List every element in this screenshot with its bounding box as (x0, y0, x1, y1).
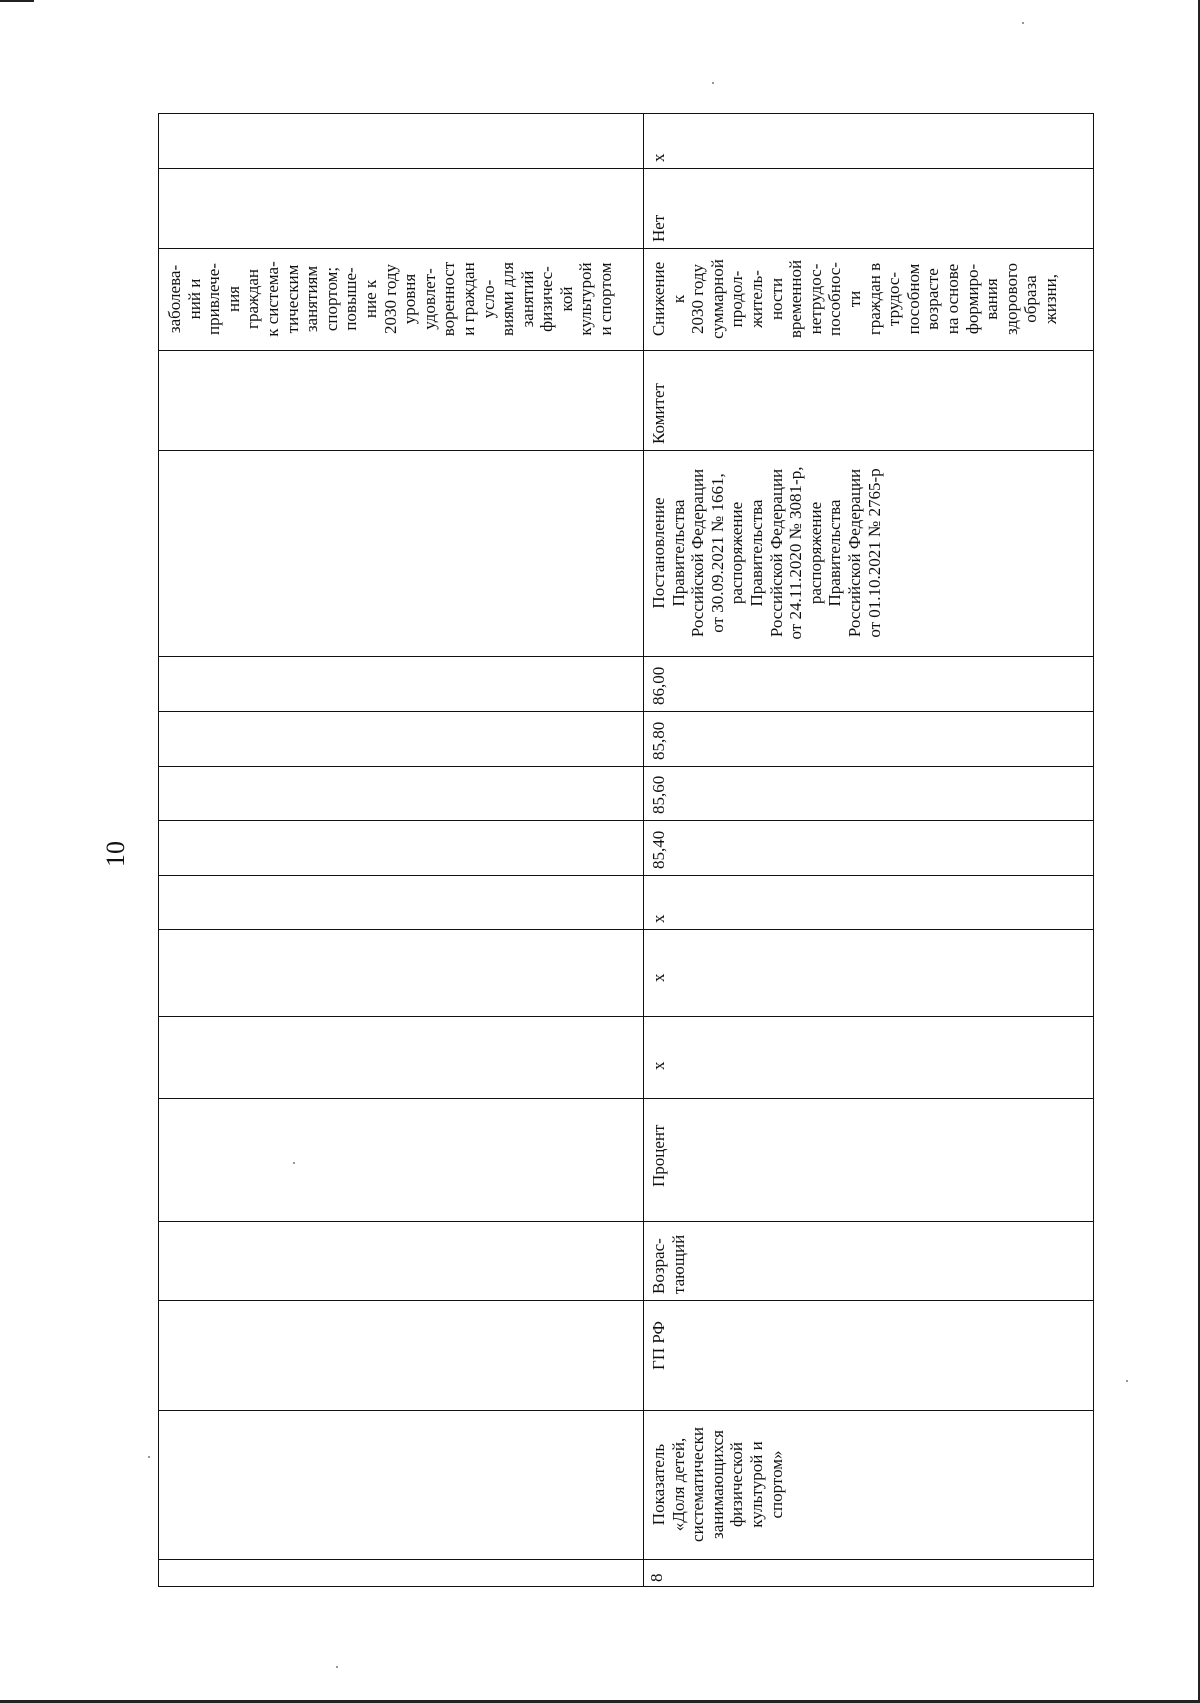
scan-edge-top (0, 0, 34, 2)
prev-row-results-text: заболева- ний и привлече- ния граждан к система- тическим занятиям спортом; повыше- ние к 2030 году уровня удовлет- воренност и граждан усло- виями для занятий физичес- кой культурой и спортом (165, 261, 616, 337)
info-system-cell (643, 168, 1095, 248)
prev-row-results-cell (159, 248, 643, 350)
value-2025-cell (643, 766, 1095, 820)
results-cell (643, 248, 1095, 350)
scan-speck (1022, 22, 1024, 24)
trend-cell (643, 1221, 1095, 1300)
value-2024: 85,40 (649, 830, 668, 869)
value-2026-cell (643, 711, 1095, 766)
responsible-value: Комитет (649, 383, 668, 444)
level-cell (643, 1300, 1095, 1410)
value-2030-cell (643, 656, 1095, 711)
scan-speck (293, 1162, 295, 1164)
row-last-cell (643, 114, 1095, 168)
base1-value: х (649, 1061, 668, 1070)
info-system-value: Нет (649, 214, 668, 242)
base3-cell (643, 875, 1095, 929)
value-2025: 85,60 (649, 775, 668, 814)
document-text: Постановление Правительства Российской Федерации от 30.09.2021 № 1661, распоряжение Правительства Российской Федерации от 24.11.2020 № 3081-р, распоряжение Правительства Российской Федерации от 01.10.2021 № 2765-р (649, 466, 884, 640)
results-text: Снижение к 2030 году суммарной продол- житель- ности временной нетрудос- пособнос- ти граждан в трудос- пособном возрасте на основе формиро- вания здорового образа жизни, (649, 259, 1060, 339)
value-2024-cell (643, 820, 1095, 875)
base2-cell (643, 929, 1095, 1016)
responsible-cell (643, 350, 1095, 450)
level-value: ГП РФ (649, 1321, 668, 1370)
row-number-cell (643, 1559, 1095, 1588)
value-2030: 86,00 (649, 666, 668, 705)
row-last-value: х (649, 153, 668, 162)
base1-cell (643, 1016, 1095, 1098)
scan-speck (1126, 1380, 1128, 1382)
indicator-cell (643, 1410, 1095, 1559)
scan-speck (336, 1666, 338, 1668)
indicator-table (158, 113, 1094, 1587)
unit-value: Процент (649, 1124, 668, 1187)
base2-value: х (649, 973, 668, 982)
row-number: 8 (647, 1573, 666, 1582)
unit-cell (643, 1098, 1095, 1221)
scan-speck (712, 82, 714, 84)
base3-value: х (649, 914, 668, 923)
value-2026: 85,80 (649, 721, 668, 760)
document-cell (643, 450, 1095, 656)
page-number: 10 (101, 841, 130, 867)
indicator-text: Показатель «Доля детей, систематически занимающихся физической культурой и спортом» (649, 1427, 786, 1542)
trend-value: Возрас- тающий (649, 1234, 688, 1294)
scan-speck (148, 1456, 150, 1458)
